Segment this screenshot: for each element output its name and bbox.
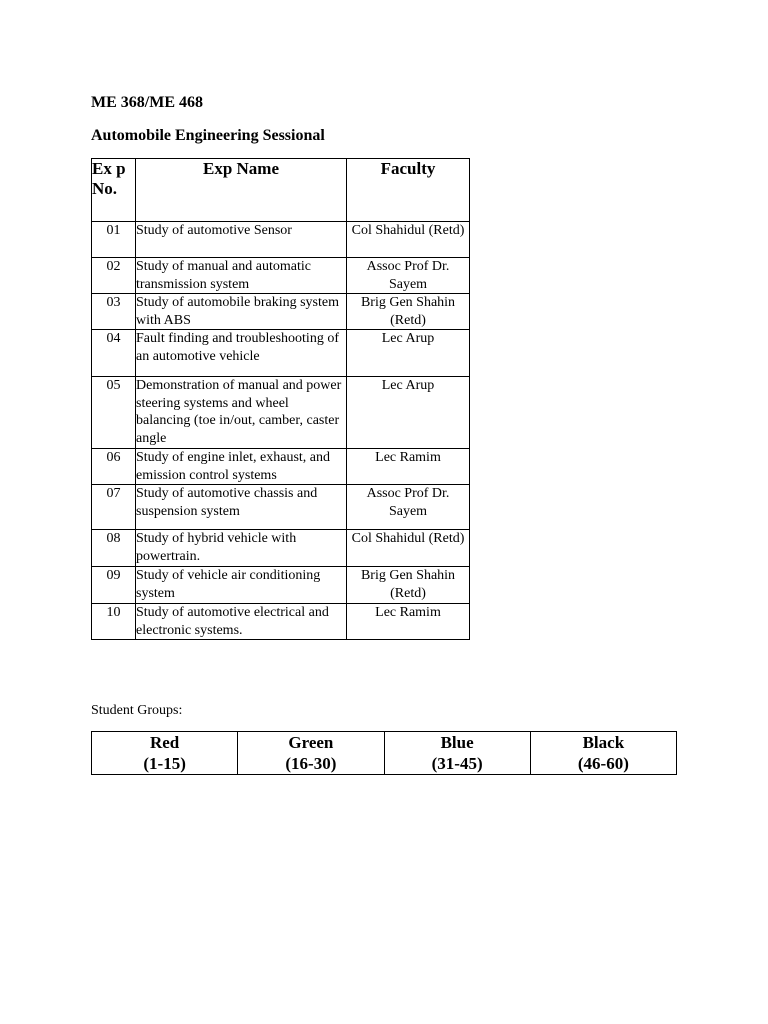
header-exp-no: Ex p No.	[92, 159, 136, 222]
student-groups-table	[91, 731, 677, 775]
exp-no-cell: 01	[92, 222, 136, 258]
group-name: Blue	[440, 733, 474, 752]
exp-name-cell: Study of manual and automatic transmission system	[136, 258, 347, 294]
faculty-cell: Lec Arup	[347, 377, 470, 449]
group-range: (16-30)	[285, 754, 337, 773]
table-row	[92, 377, 470, 449]
group-name: Black	[582, 733, 625, 752]
table-row	[92, 567, 470, 604]
exp-name-cell: Study of automotive electrical and electronic systems.	[136, 604, 347, 640]
group-range: (1-15)	[143, 754, 186, 773]
faculty-cell: Col Shahidul (Retd)	[347, 530, 470, 567]
group-cell-blue	[384, 732, 530, 775]
table-header-row	[92, 159, 470, 222]
group-cell-green	[238, 732, 384, 775]
table-row	[92, 449, 470, 485]
exp-no-cell: 08	[92, 530, 136, 567]
exp-no-cell: 07	[92, 485, 136, 530]
course-title: Automobile Engineering Sessional	[91, 127, 325, 144]
exp-no-cell: 10	[92, 604, 136, 640]
exp-no-cell: 05	[92, 377, 136, 449]
group-range: (31-45)	[431, 754, 483, 773]
exp-name-cell: Fault finding and troubleshooting of an automotive vehicle	[136, 330, 347, 377]
experiments-table	[91, 158, 470, 640]
exp-no-cell: 06	[92, 449, 136, 485]
exp-name-cell: Study of automotive chassis and suspension system	[136, 485, 347, 530]
course-code: ME 368/ME 468	[91, 94, 203, 111]
exp-name-cell: Study of hybrid vehicle with powertrain.	[136, 530, 347, 567]
faculty-cell: Lec Arup	[347, 330, 470, 377]
table-row	[92, 530, 470, 567]
exp-name-cell: Study of automotive Sensor	[136, 222, 347, 258]
table-row	[92, 604, 470, 640]
group-cell-red	[92, 732, 238, 775]
exp-no-cell: 02	[92, 258, 136, 294]
faculty-cell: Assoc Prof Dr. Sayem	[347, 258, 470, 294]
exp-name-cell: Demonstration of manual and power steering systems and wheel balancing (toe in/out, camber, caster angle	[136, 377, 347, 449]
table-row	[92, 330, 470, 377]
header-exp-name: Exp Name	[136, 159, 347, 222]
exp-no-cell: 09	[92, 567, 136, 604]
exp-name-cell: Study of engine inlet, exhaust, and emission control systems	[136, 449, 347, 485]
groups-row	[92, 732, 677, 775]
faculty-cell: Col Shahidul (Retd)	[347, 222, 470, 258]
header-faculty: Faculty	[347, 159, 470, 222]
exp-no-cell: 03	[92, 294, 136, 330]
student-groups-label: Student Groups:	[91, 703, 183, 718]
faculty-cell: Lec Ramim	[347, 604, 470, 640]
group-cell-black	[530, 732, 676, 775]
group-range: (46-60)	[577, 754, 629, 773]
exp-no-cell: 04	[92, 330, 136, 377]
exp-name-cell: Study of automobile braking system with ABS	[136, 294, 347, 330]
table-row	[92, 294, 470, 330]
faculty-cell: Brig Gen Shahin (Retd)	[347, 294, 470, 330]
group-name: Green	[288, 733, 334, 752]
table-row	[92, 258, 470, 294]
table-row	[92, 485, 470, 530]
group-name: Red	[149, 733, 180, 752]
faculty-cell: Assoc Prof Dr. Sayem	[347, 485, 470, 530]
table-row	[92, 222, 470, 258]
faculty-cell: Brig Gen Shahin (Retd)	[347, 567, 470, 604]
faculty-cell: Lec Ramim	[347, 449, 470, 485]
exp-name-cell: Study of vehicle air conditioning system	[136, 567, 347, 604]
